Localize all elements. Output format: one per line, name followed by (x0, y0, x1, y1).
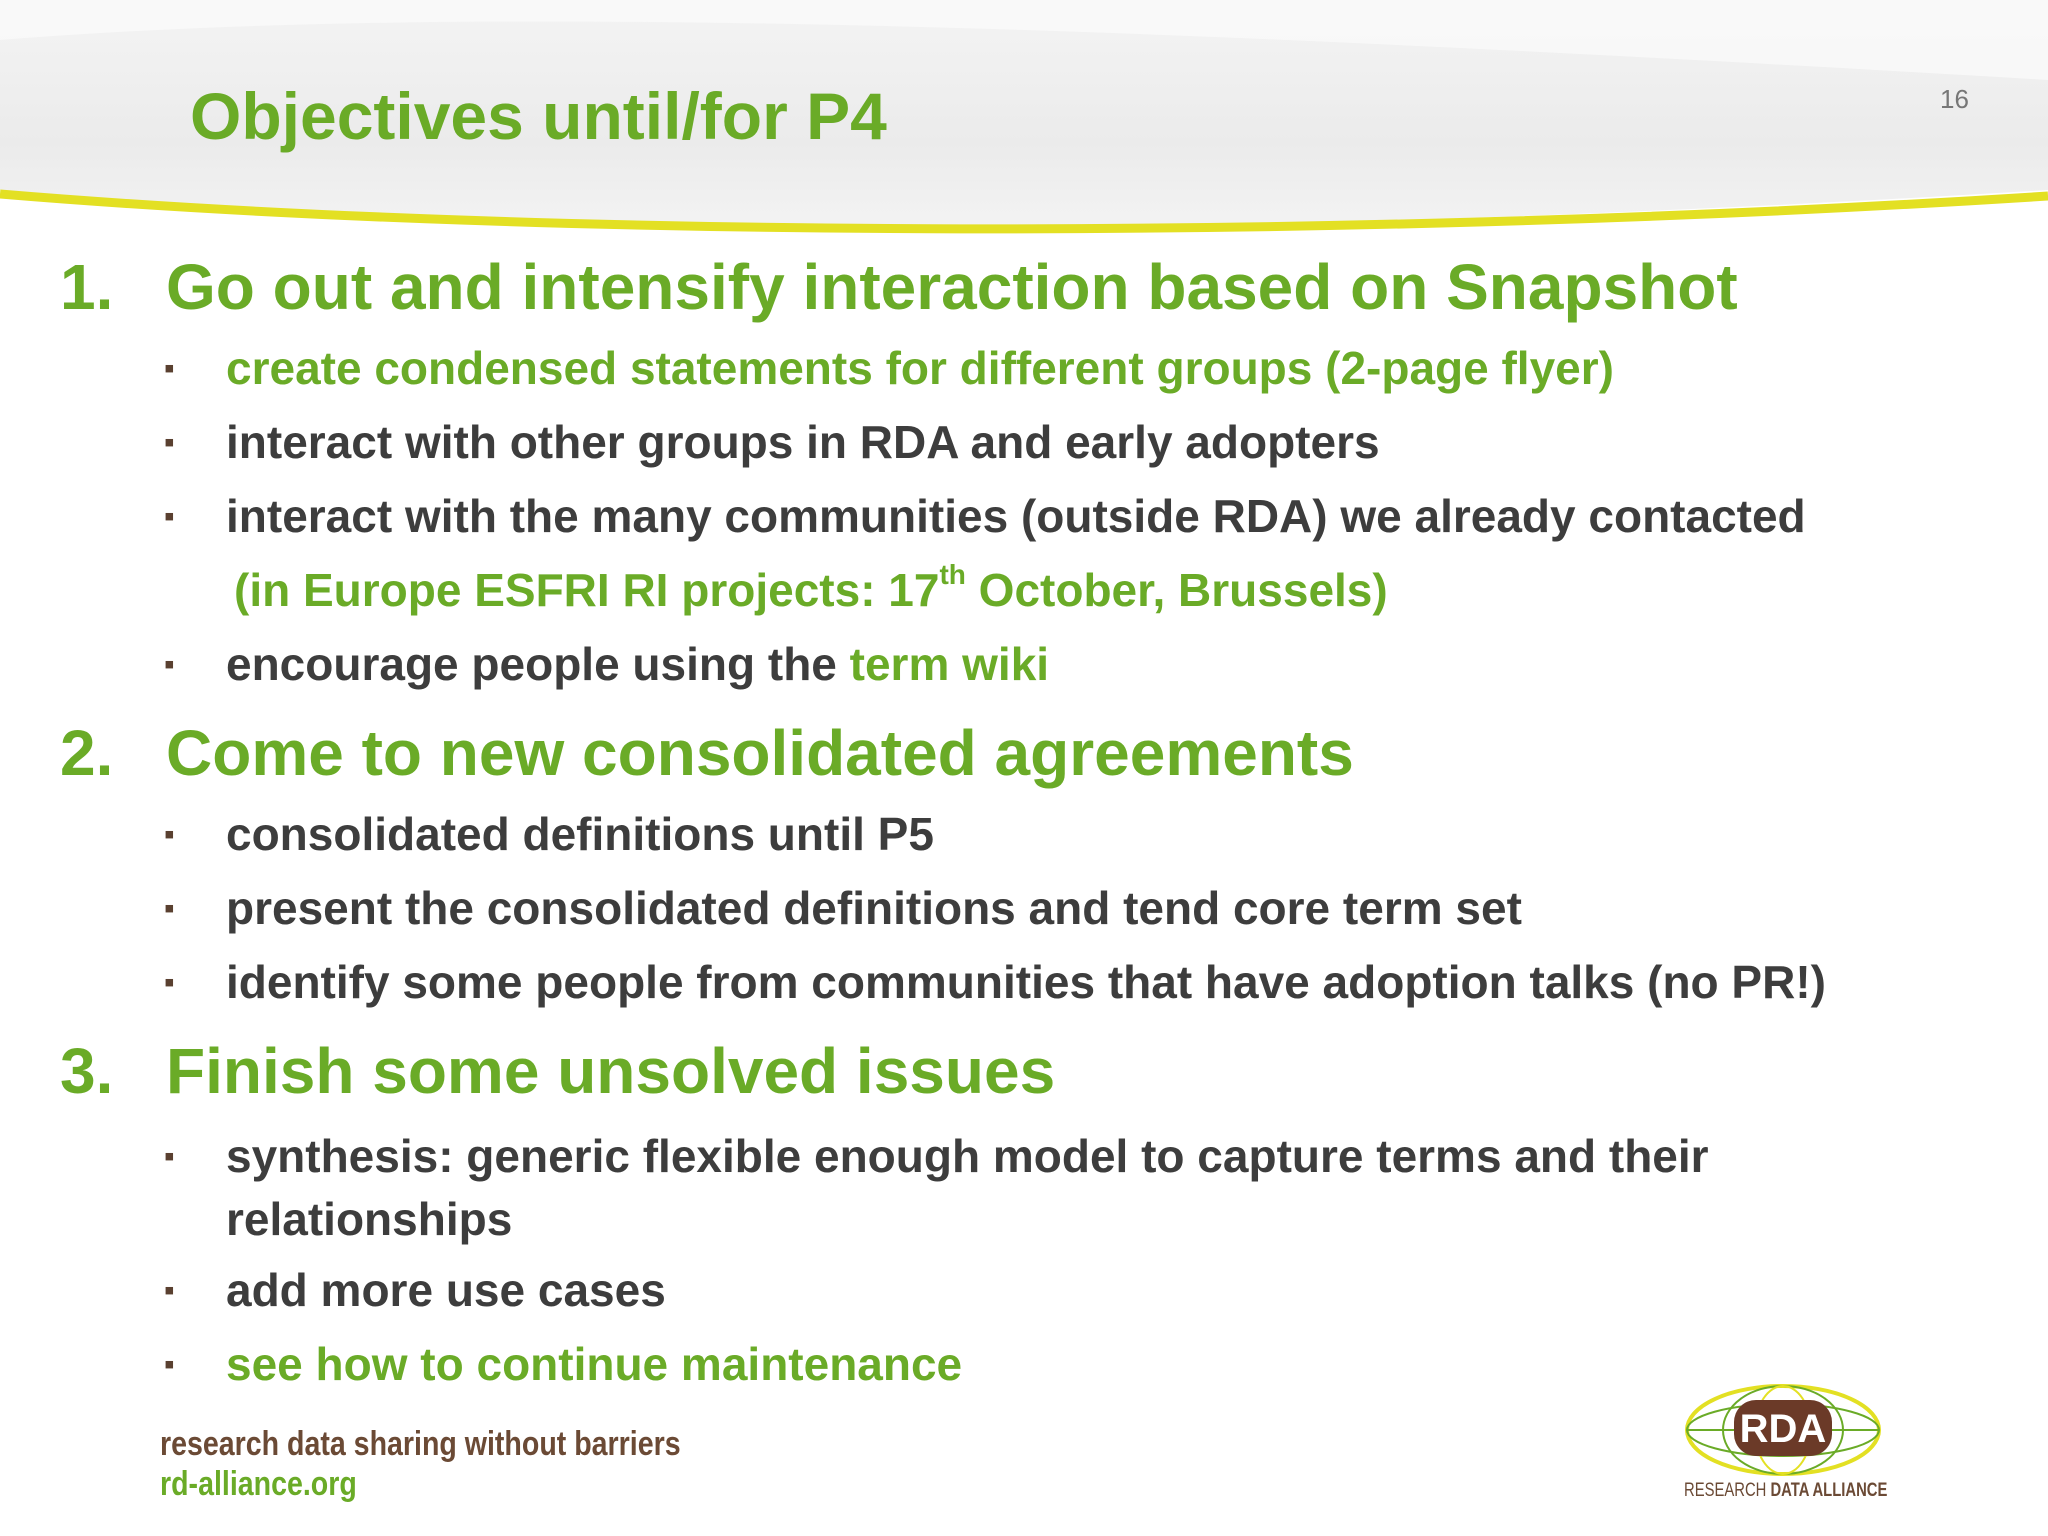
list-item-text: see how to continue maintenance (226, 1338, 963, 1390)
section-heading-text: Come to new consolidated agreements (166, 717, 1354, 789)
section-1-heading (60, 250, 1738, 324)
footer-tagline: research data sharing without barriers (160, 1425, 681, 1463)
bullet-icon: ▪ (164, 818, 175, 851)
logo-text: RDA (1739, 1407, 1827, 1451)
footer-url-link[interactable]: rd-alliance.org (160, 1465, 357, 1503)
list-item-text: interact with the many communities (outside RDA) we already contacted (226, 490, 1806, 542)
list-item (164, 1125, 1709, 1188)
bullet-icon: ▪ (164, 1274, 175, 1307)
list-item-text: consolidated definitions until P5 (226, 808, 934, 860)
logo-caption-bold: DATA ALLIANCE (1770, 1480, 1888, 1501)
list-item-text: add more use cases (226, 1264, 666, 1316)
bullet-icon: ▪ (164, 966, 175, 999)
bullet-icon: ▪ (164, 892, 175, 925)
section-number: 2. (60, 717, 114, 789)
logo-caption-light: RESEARCH (1684, 1480, 1771, 1501)
logo-caption (1684, 1480, 1887, 1502)
footer-slogan (160, 1424, 681, 1504)
subline-text-after: October, Brussels) (965, 564, 1388, 616)
list-item-text: interact with other groups in RDA and early adopters (226, 416, 1380, 468)
section-heading-text: Go out and intensify interaction based on Snapshot (166, 251, 1738, 323)
list-item (164, 877, 1522, 940)
section-number: 3. (60, 1035, 114, 1107)
page-number: 16 (1940, 84, 1969, 114)
list-item-text: present the consolidated definitions and tend core term set (226, 882, 1522, 934)
list-item-continuation: relationships (226, 1193, 513, 1245)
list-item (164, 411, 1380, 474)
term-wiki-link[interactable]: term wiki (849, 638, 1050, 690)
list-item (164, 485, 1806, 548)
bullet-icon: ▪ (164, 1140, 175, 1173)
section-number: 1. (60, 251, 114, 323)
subline-superscript: th (939, 559, 966, 590)
list-item-text: create condensed statements for different groups (2-page flyer) (226, 342, 1614, 394)
section-3-heading (60, 1034, 1055, 1108)
bullet-icon: ▪ (164, 500, 175, 533)
list-item-text: encourage people using the (226, 638, 850, 690)
section-2-heading (60, 716, 1354, 790)
bullet-icon: ▪ (164, 1348, 175, 1381)
list-item (164, 951, 1826, 1014)
list-item-text: identify some people from communities that have adoption talks (no PR!) (226, 956, 1826, 1008)
list-item-subline (234, 559, 1388, 617)
list-item (164, 1259, 666, 1322)
bullet-icon: ▪ (164, 648, 175, 681)
subline-text-before: (in Europe ESFRI RI projects: 17 (234, 564, 940, 616)
bullet-icon: ▪ (164, 426, 175, 459)
list-item (164, 803, 934, 866)
list-item (164, 633, 1049, 696)
list-item-text: synthesis: generic flexible enough model to capture terms and their (226, 1130, 1709, 1182)
slide-title: Objectives until/for P4 (190, 79, 887, 153)
list-item (164, 1333, 962, 1396)
section-heading-text: Finish some unsolved issues (166, 1035, 1056, 1107)
list-item (164, 337, 1614, 400)
bullet-icon: ▪ (164, 352, 175, 385)
